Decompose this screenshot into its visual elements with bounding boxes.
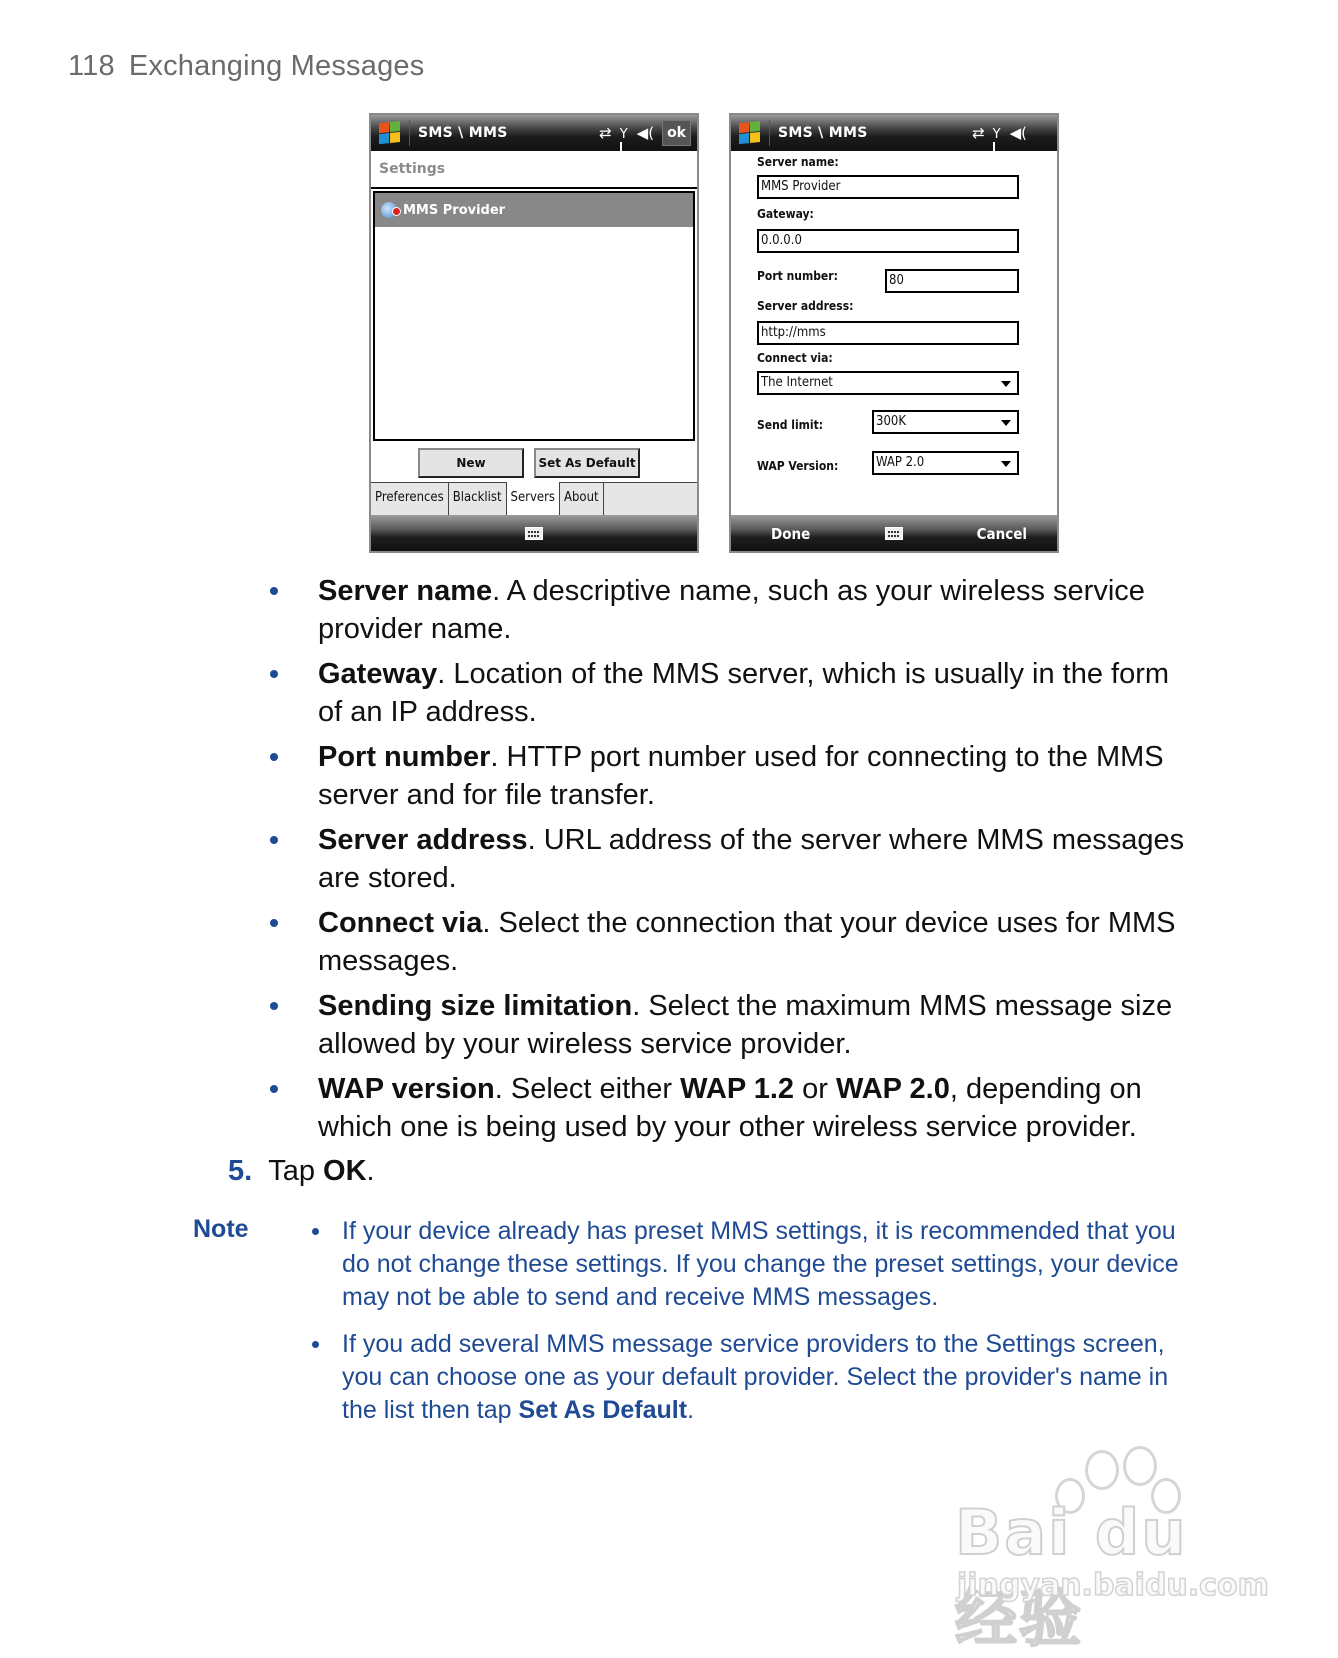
- dropdown-arrow-icon[interactable]: [1001, 461, 1011, 467]
- bullet-term: Gateway: [318, 658, 438, 690]
- windows-start-icon[interactable]: [379, 121, 401, 145]
- divider: [409, 120, 410, 146]
- bullet-connect-via: [318, 904, 1198, 980]
- bullet-dot: [270, 1085, 278, 1093]
- server-address-input[interactable]: http://mms: [757, 321, 1019, 345]
- server-settings-screen: [729, 113, 1059, 553]
- settings-header: Settings: [371, 151, 697, 189]
- send-limit-label: Send limit:: [757, 418, 824, 432]
- step-number: 5.: [228, 1155, 253, 1187]
- port-number-input[interactable]: 80: [885, 269, 1019, 293]
- app-title: SMS \ MMS: [778, 125, 868, 141]
- step-text: Tap: [268, 1155, 324, 1187]
- speaker-icon[interactable]: ◀(: [636, 124, 655, 142]
- note-text: If you add several MMS message service providers to the Settings screen, you can choose one as your default provider. Select the provider's name in the list then tap: [342, 1330, 1169, 1424]
- connect-via-value: The Internet: [761, 375, 833, 390]
- connect-via-label: Connect via:: [757, 351, 833, 365]
- paw-icon: [1123, 1446, 1157, 1486]
- bullet-text: , depending on which one is being used by your other wireless service provider.: [318, 1073, 1142, 1143]
- speaker-icon[interactable]: ◀(: [1009, 124, 1027, 142]
- note-text: If your device already has preset MMS settings, it is recommended that you do not change these settings. If you change the preset settings, your device may not be able to send and receive MMS messages.: [342, 1217, 1179, 1311]
- baidu-watermark: [955, 1450, 1275, 1655]
- tab-blacklist[interactable]: Blacklist: [449, 483, 507, 515]
- bullet-bold: WAP 1.2: [680, 1073, 795, 1105]
- bullet-text: . URL address of the server where MMS messages are stored.: [318, 824, 1185, 894]
- bullet-text: . Select either: [494, 1073, 681, 1105]
- step-bold: OK: [323, 1155, 367, 1187]
- set-as-default-button[interactable]: Set As Default: [534, 448, 640, 478]
- list-item-label: MMS Provider: [403, 202, 506, 218]
- bullet-dot: [270, 1002, 278, 1010]
- watermark-url: jingyan.baidu.com: [957, 1568, 1269, 1603]
- bullet-text: or: [794, 1073, 836, 1105]
- note-item: [342, 1328, 1202, 1427]
- app-title: SMS \ MMS: [418, 125, 508, 141]
- note-bold: Set As Default: [518, 1396, 688, 1424]
- bullet-term: WAP version: [318, 1073, 495, 1105]
- note-end: .: [687, 1396, 695, 1424]
- bullet-gateway: [318, 655, 1198, 731]
- bullet-text: . Select the connection that your device uses for MMS messages.: [318, 907, 1176, 977]
- bullet-term: Server address: [318, 824, 528, 856]
- bullet-wap-version: [318, 1070, 1198, 1146]
- provider-list[interactable]: [373, 191, 695, 441]
- bullet-dot: [312, 1228, 319, 1235]
- globe-icon: [381, 202, 397, 218]
- connectivity-icon[interactable]: ⇄: [599, 124, 612, 142]
- bullet-text: . HTTP port number used for connecting to the MMS server and for file transfer.: [318, 741, 1164, 811]
- bullet-dot: [270, 753, 278, 761]
- server-address-label: Server address:: [757, 299, 854, 313]
- page-number: 118: [68, 50, 115, 82]
- bullet-dot: [270, 836, 278, 844]
- bullet-term: Server name: [318, 575, 493, 607]
- page-header: [68, 50, 424, 83]
- list-item[interactable]: [375, 193, 693, 227]
- new-button[interactable]: New: [418, 448, 524, 478]
- connect-via-select[interactable]: [757, 371, 1019, 395]
- bullet-port-number: [318, 738, 1198, 814]
- send-limit-select[interactable]: [872, 410, 1019, 434]
- note-item: [342, 1215, 1202, 1314]
- watermark-logo: Bai du 经验: [955, 1496, 1188, 1655]
- tab-bar: [371, 482, 697, 515]
- section-title: Exchanging Messages: [128, 50, 425, 82]
- divider: [769, 120, 770, 146]
- title-bar: [731, 115, 1057, 151]
- bullet-dot: [270, 919, 278, 927]
- tab-about[interactable]: About: [560, 483, 604, 515]
- signal-icon[interactable]: Y: [993, 124, 1002, 142]
- bullet-sending-size: [318, 987, 1198, 1063]
- keyboard-icon[interactable]: [525, 527, 543, 540]
- bullet-text: . Location of the MMS server, which is usually in the form of an IP address.: [318, 658, 1170, 728]
- keyboard-icon[interactable]: [885, 527, 903, 540]
- bullet-server-address: [318, 821, 1198, 897]
- bullet-term: Connect via: [318, 907, 483, 939]
- wap-version-value: WAP 2.0: [876, 455, 925, 470]
- paw-icon: [1085, 1450, 1119, 1490]
- bullet-term: Sending size limitation: [318, 990, 633, 1022]
- gateway-label: Gateway:: [757, 207, 814, 221]
- tab-preferences[interactable]: Preferences: [371, 483, 449, 515]
- send-limit-value: 300K: [876, 414, 906, 429]
- gateway-input[interactable]: 0.0.0.0: [757, 229, 1019, 253]
- step-end: .: [366, 1155, 375, 1187]
- bullet-dot: [312, 1341, 319, 1348]
- server-name-label: Server name:: [757, 155, 839, 169]
- title-bar: [371, 115, 697, 151]
- bullet-server-name: [318, 572, 1198, 648]
- done-softkey[interactable]: Done: [771, 525, 811, 543]
- wap-version-label: WAP Version:: [757, 459, 839, 473]
- soft-key-bar: [371, 515, 697, 551]
- soft-key-bar: [731, 515, 1057, 551]
- port-number-label: Port number:: [757, 269, 838, 283]
- note-label: Note: [193, 1215, 249, 1243]
- dropdown-arrow-icon[interactable]: [1001, 381, 1011, 387]
- settings-screen: [369, 113, 699, 553]
- wap-version-select[interactable]: [872, 451, 1019, 475]
- windows-start-icon[interactable]: [739, 121, 761, 145]
- connectivity-icon[interactable]: ⇄: [972, 124, 985, 142]
- bullet-dot: [270, 670, 278, 678]
- dropdown-arrow-icon[interactable]: [1001, 420, 1011, 426]
- bullet-text: . A descriptive name, such as your wireless service provider name.: [318, 575, 1145, 645]
- server-name-input[interactable]: MMS Provider: [757, 175, 1019, 199]
- ok-button[interactable]: ok: [662, 120, 691, 146]
- step-5: [228, 1155, 375, 1188]
- cancel-softkey[interactable]: Cancel: [976, 525, 1027, 543]
- bullet-term: Port number: [318, 741, 491, 773]
- bullet-dot: [270, 587, 278, 595]
- bullet-text: . Select the maximum MMS message size allowed by your wireless service provider.: [318, 990, 1173, 1060]
- signal-icon[interactable]: Y: [620, 124, 629, 142]
- bullet-bold: WAP 2.0: [835, 1073, 950, 1105]
- tab-servers[interactable]: Servers: [507, 482, 560, 515]
